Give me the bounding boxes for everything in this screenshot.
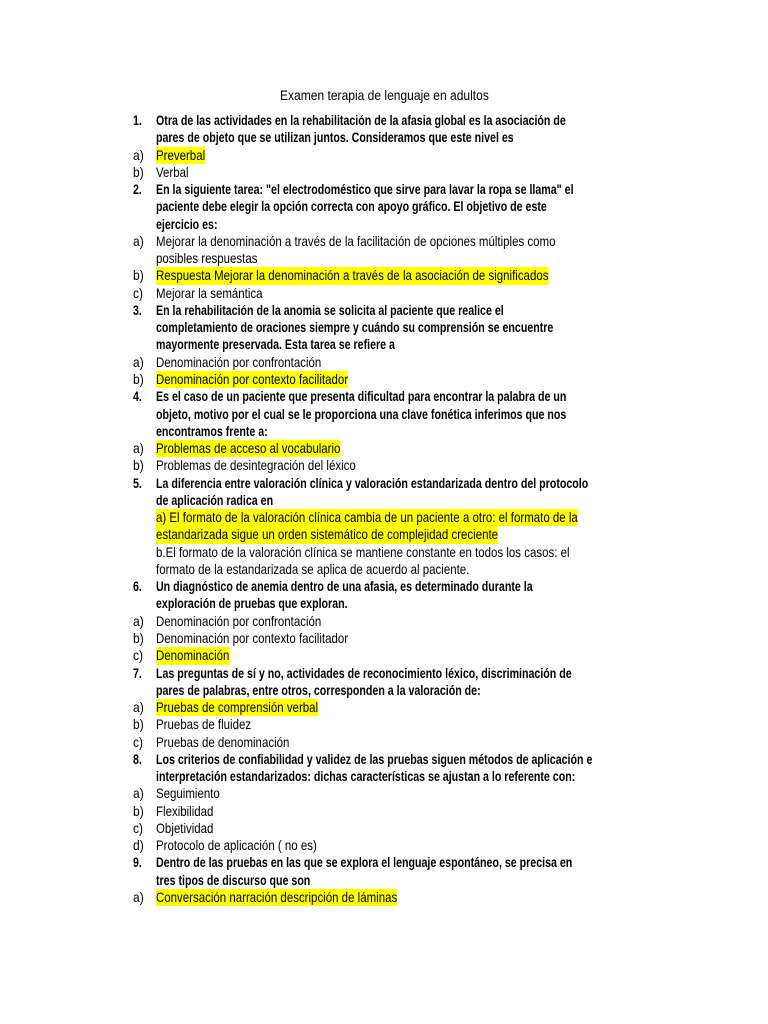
question-text: ejercicio es: — [156, 215, 218, 232]
option-marker: c) — [133, 819, 144, 836]
question-text: completamiento de oraciones siempre y cuándo su comprensión se encuentre — [156, 319, 554, 336]
highlighted-text: Problemas de acceso al vocabulario — [156, 440, 341, 457]
question-item — [133, 475, 733, 510]
answer-option — [133, 164, 733, 181]
answer-line — [133, 233, 733, 250]
option-marker: a) — [133, 888, 144, 905]
question-line — [133, 181, 733, 198]
answer-line — [133, 716, 733, 733]
option-marker: d) — [133, 837, 144, 854]
question-text: Un diagnóstico de anemia dentro de una afasia, es determinado durante la — [156, 578, 533, 595]
highlighted-text: Respuesta Mejorar la denominación a través de la asociación de significados — [156, 267, 549, 284]
question-text: Otra de las actividades en la rehabilitación de la afasia global es la asociación de — [156, 112, 566, 128]
highlighted-text: estandarizada sigue un orden sistemático de complejidad creciente — [156, 526, 499, 543]
option-marker: a) — [133, 353, 144, 370]
question-text: Es el caso de un paciente que presenta dificultad para encontrar la palabra de un — [156, 388, 567, 405]
answer-line — [133, 457, 733, 474]
highlighted-text: Denominación — [156, 647, 230, 664]
question-text: Los criterios de confiabilidad y validez de las pruebas siguen métodos de aplicación e — [156, 750, 593, 767]
question-line — [133, 319, 733, 336]
answer-option — [133, 889, 733, 906]
answer-option — [133, 699, 733, 716]
answer-line — [133, 285, 733, 302]
question-line — [133, 198, 733, 215]
answer-line — [133, 509, 733, 526]
question-line — [133, 578, 733, 595]
answer-option — [133, 371, 733, 388]
answer-line — [133, 440, 733, 457]
option-text: Objetividad — [156, 819, 214, 836]
highlighted-text: Pruebas de comprensión verbal — [156, 699, 319, 716]
answer-option — [133, 630, 733, 647]
option-text: Verbal — [156, 163, 189, 180]
answer-line — [133, 647, 733, 664]
question-line — [133, 768, 733, 785]
option-marker: b) — [133, 629, 144, 646]
answer-option — [133, 147, 733, 164]
answer-line — [133, 837, 733, 854]
option-text: Denominación por confrontación — [156, 353, 322, 370]
option-marker: a) — [133, 232, 144, 249]
answer-line — [133, 630, 733, 647]
question-text: de aplicación radica en — [156, 491, 274, 508]
option-marker: c) — [133, 647, 144, 664]
question-number: 3. — [133, 301, 142, 318]
option-marker: a) — [133, 146, 144, 163]
answer-line — [133, 354, 733, 371]
answer-line — [133, 147, 733, 164]
question-number: 4. — [133, 388, 142, 405]
answer-option — [133, 820, 733, 837]
answer-line — [133, 544, 733, 561]
answer-option — [133, 267, 733, 284]
answer-option — [133, 734, 733, 751]
question-line — [133, 751, 733, 768]
answer-option — [133, 233, 733, 268]
option-marker: b) — [133, 716, 144, 733]
option-marker: b) — [133, 457, 144, 474]
answer-option — [133, 457, 733, 474]
option-marker: b) — [133, 370, 144, 387]
answer-line — [133, 371, 733, 388]
highlighted-text: a) El formato de la valoración clínica cambia de un paciente a otro: el formato de la — [156, 509, 578, 526]
answer-line — [133, 734, 733, 751]
document-title-text: Examen terapia de lenguaje en adultos — [279, 87, 489, 103]
question-text: pares de palabras, entre otros, corresponden a la valoración de: — [156, 681, 481, 698]
highlighted-text: Conversación narración descripción de láminas — [156, 888, 398, 905]
answer-option — [133, 354, 733, 371]
question-line — [133, 475, 733, 492]
option-text: Problemas de desintegración del léxico — [156, 457, 356, 474]
question-text: En la siguiente tarea: "el electrodoméstico que sirve para lavar la ropa se llama" el — [156, 181, 574, 198]
question-number: 6. — [133, 578, 142, 595]
question-line — [133, 388, 733, 405]
option-marker: b) — [133, 802, 144, 819]
option-marker: b) — [133, 267, 144, 284]
answer-line — [133, 820, 733, 837]
question-line — [133, 406, 733, 423]
question-line — [133, 854, 733, 871]
question-line — [133, 129, 733, 146]
question-text: exploración de pruebas que exploran. — [156, 595, 348, 612]
question-list — [133, 112, 733, 906]
question-item — [133, 854, 733, 889]
question-line — [133, 595, 733, 612]
answer-option — [133, 647, 733, 664]
question-text: pares de objeto que se utilizan juntos. Consideramos que este nivel es — [156, 129, 514, 146]
option-marker: c) — [133, 284, 144, 301]
question-item — [133, 112, 733, 147]
answer-line — [133, 785, 733, 802]
question-text: Las preguntas de sí y no, actividades de reconocimiento léxico, discriminación de — [156, 664, 572, 681]
option-marker: a) — [133, 440, 144, 457]
option-text: Pruebas de fluidez — [156, 716, 252, 733]
question-line — [133, 302, 733, 319]
option-marker: a) — [133, 612, 144, 629]
question-line — [133, 423, 733, 440]
option-text: b.El formato de la valoración clínica se mantiene constante en todos los casos: el — [156, 543, 570, 560]
question-text: tres tipos de discurso que son — [156, 871, 311, 888]
answer-line — [133, 803, 733, 820]
question-item — [133, 302, 733, 354]
question-line — [133, 336, 733, 353]
question-text: objeto, motivo por el cual se le proporciona una clave fonética inferimos que nos — [156, 405, 567, 422]
question-line — [133, 216, 733, 233]
question-line — [133, 492, 733, 509]
question-item — [133, 181, 733, 233]
question-text: La diferencia entre valoración clínica y valoración estandarizada dentro del protocolo — [156, 474, 589, 491]
answer-option — [133, 837, 733, 854]
option-marker: b) — [133, 163, 144, 180]
option-marker: a) — [133, 699, 144, 716]
option-text: Mejorar la semántica — [156, 284, 263, 301]
answer-line — [133, 613, 733, 630]
question-text: Dentro de las pruebas en las que se explora el lenguaje espontáneo, se precisa en — [156, 854, 573, 871]
question-item — [133, 578, 733, 613]
question-number: 1. — [133, 112, 142, 128]
answer-option — [133, 285, 733, 302]
answer-option — [133, 785, 733, 802]
document-title — [0, 86, 768, 104]
question-text: paciente debe elegir la opción correcta con apoyo gráfico. El objetivo de este — [156, 198, 547, 215]
answer-line — [133, 267, 733, 284]
answer-line — [133, 250, 733, 267]
question-text: En la rehabilitación de la anomia se solicita al paciente que realice el — [156, 301, 504, 318]
question-line — [133, 112, 733, 129]
question-line — [133, 872, 733, 889]
option-text: Denominación por contexto facilitador — [156, 629, 349, 646]
answer-option — [133, 613, 733, 630]
question-line — [133, 682, 733, 699]
question-number: 5. — [133, 474, 142, 491]
highlighted-text: Denominación por contexto facilitador — [156, 370, 349, 387]
question-line — [133, 665, 733, 682]
option-marker: a) — [133, 785, 144, 802]
option-text: Protocolo de aplicación ( no es) — [156, 837, 317, 854]
option-text: posibles respuestas — [156, 250, 258, 267]
answer-line — [133, 699, 733, 716]
question-number: 7. — [133, 664, 142, 681]
answer-option — [133, 803, 733, 820]
highlighted-text: Preverbal — [156, 146, 206, 163]
answer-line — [133, 561, 733, 578]
question-number: 9. — [133, 854, 142, 871]
option-text: formato de la estandarizada se aplica de acuerdo al paciente. — [156, 560, 470, 577]
answer-option — [133, 440, 733, 457]
answer-line — [133, 526, 733, 543]
answer-option — [133, 544, 733, 579]
option-text: Denominación por confrontación — [156, 612, 322, 629]
option-text: Flexibilidad — [156, 802, 214, 819]
answer-option — [133, 509, 733, 544]
option-marker: c) — [133, 733, 144, 750]
question-text: mayormente preservada. Esta tarea se refiere a — [156, 336, 395, 353]
question-item — [133, 388, 733, 440]
question-number: 2. — [133, 181, 142, 198]
question-item — [133, 665, 733, 700]
option-text: Seguimiento — [156, 785, 220, 802]
answer-line — [133, 889, 733, 906]
option-text: Pruebas de denominación — [156, 733, 290, 750]
answer-option — [133, 716, 733, 733]
question-item — [133, 751, 733, 786]
answer-line — [133, 164, 733, 181]
question-text: interpretación estandarizados: dichas características se ajustan a lo referente con: — [156, 768, 576, 785]
option-text: Mejorar la denominación a través de la facilitación de opciones múltiples como — [156, 232, 556, 249]
question-text: encontramos frente a: — [156, 422, 268, 439]
question-number: 8. — [133, 750, 142, 767]
